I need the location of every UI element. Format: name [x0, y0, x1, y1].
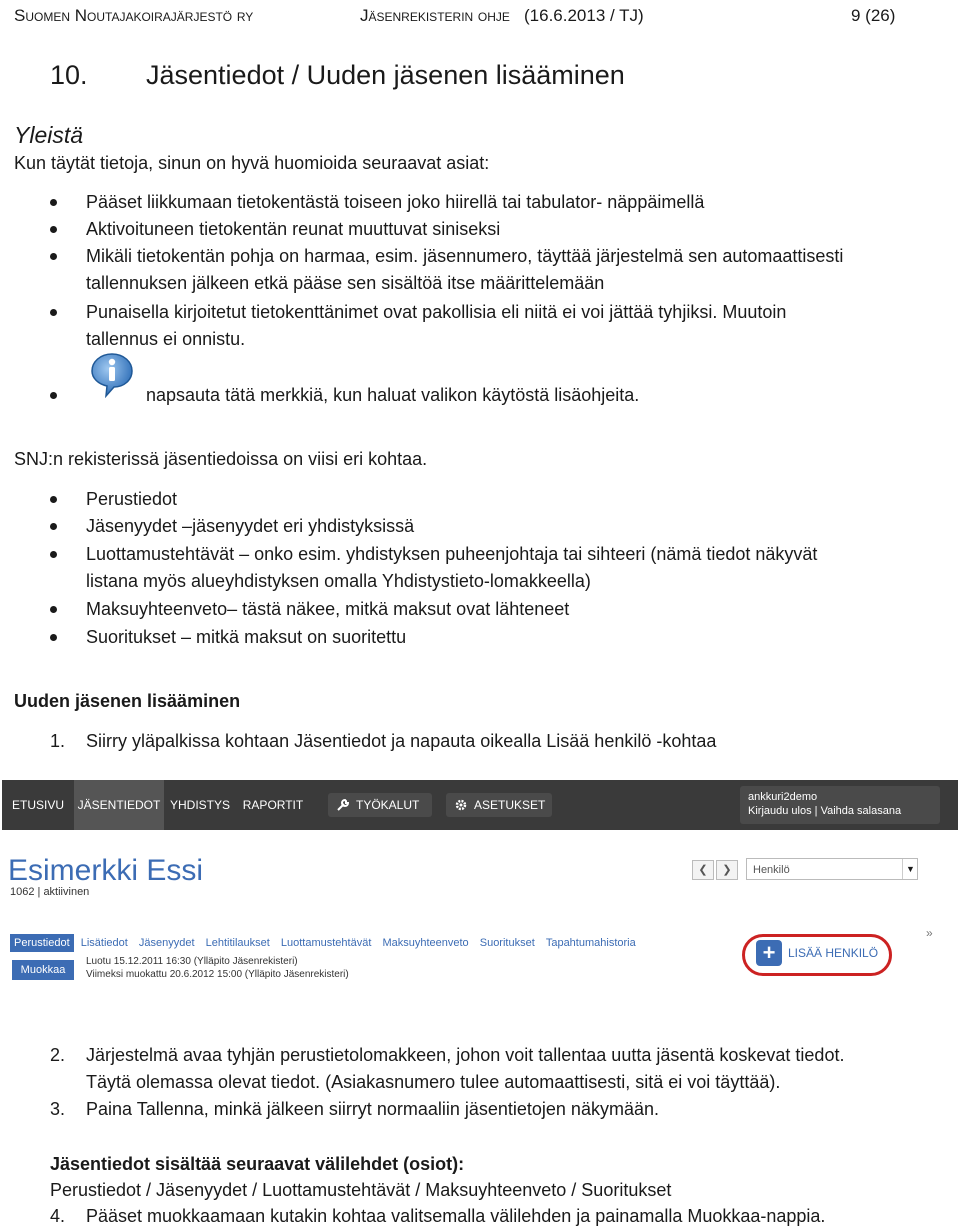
- register-item-3-cont: listana myös alueyhdistyksen omalla Yhdistystieto-lomakkeella): [86, 571, 591, 591]
- bullet-dot: [50, 606, 57, 613]
- more-tabs-icon[interactable]: »: [926, 926, 933, 940]
- tab-suoritukset[interactable]: Suoritukset: [479, 937, 535, 949]
- step3-text: Paina Tallenna, minkä jälkeen siirryt normaaliin jäsentietojen näkymään.: [86, 1099, 659, 1119]
- tab-perustiedot[interactable]: Perustiedot: [10, 934, 74, 952]
- bullet-dot: [50, 392, 57, 399]
- general-bullet-4-cont: tallennus ei onnistu.: [86, 329, 246, 349]
- register-item-4: Maksuyhteenveto– tästä näkee, mitkä maksut ovat lähteneet: [86, 599, 570, 619]
- step3-number: 3.: [50, 1099, 66, 1119]
- edit-button[interactable]: Muokkaa: [12, 960, 74, 980]
- tabs-heading: Jäsentiedot sisältää seuraavat välilehdet (osiot):: [50, 1154, 465, 1174]
- bullet-dot: [50, 309, 57, 316]
- step2-text-cont: Täytä olemassa olevat tiedot. (Asiakasnumero tulee automaattisesti, sitä ei voi täyttää).: [86, 1072, 781, 1092]
- header-doc: Jäsenrekisterin ohje: [360, 6, 510, 25]
- plus-icon[interactable]: +: [756, 940, 782, 966]
- bullet-dot: [50, 523, 57, 530]
- person-name: Esimerkki Essi: [8, 854, 204, 887]
- register-item-2: Jäsenyydet –jäsenyydet eri yhdistyksissä: [86, 516, 415, 536]
- step1-number: 1.: [50, 731, 66, 751]
- general-bullet-2: Aktivoituneen tietokentän reunat muuttuvat siniseksi: [86, 219, 501, 239]
- created-info: Luotu 15.12.2011 16:30 (Ylläpito Jäsenrekisteri): [86, 956, 298, 967]
- prev-button[interactable]: ❮: [692, 860, 714, 880]
- general-bullet-3-cont: tallennuksen jälkeen etkä pääse sen sisältöä itse määrittelemään: [86, 273, 605, 293]
- tab-jasenyydet[interactable]: Jäsenyydet: [138, 937, 195, 949]
- register-item-3: Luottamustehtävät – onko esim. yhdistyksen puheenjohtaja tai sihteeri (nämä tiedot näkyvät: [86, 544, 818, 564]
- general-heading: Yleistä: [14, 122, 84, 148]
- tab-lisatiedot[interactable]: Lisätiedot: [80, 937, 128, 949]
- next-button[interactable]: ❯: [716, 860, 738, 880]
- section-title: [50, 60, 625, 91]
- nav-jasentiedot[interactable]: JÄSENTIEDOT: [74, 780, 164, 830]
- section-title-text: Jäsentiedot / Uuden jäsenen lisääminen: [146, 60, 625, 90]
- tools-label: TYÖKALUT: [356, 798, 420, 812]
- tab-maksuyhteenveto[interactable]: Maksuyhteenveto: [382, 937, 469, 949]
- chevron-down-icon[interactable]: ▼: [902, 859, 918, 879]
- user-name: ankkuri2demo: [748, 791, 818, 803]
- bullet-dot: [50, 226, 57, 233]
- tab-tapahtumahistoria[interactable]: Tapahtumahistoria: [545, 937, 636, 949]
- step2-number: 2.: [50, 1045, 66, 1065]
- step4-number: 4.: [50, 1206, 66, 1226]
- bullet-dot: [50, 253, 57, 260]
- modified-info: Viimeksi muokattu 20.6.2012 15:00 (Ylläpito Jäsenrekisteri): [86, 969, 349, 980]
- record-meta: [86, 955, 349, 981]
- nav-raportit[interactable]: RAPORTIT: [242, 798, 304, 812]
- bullet-dot: [50, 496, 57, 503]
- info-icon: [88, 350, 136, 398]
- tab-luottamustehtavat[interactable]: Luottamustehtävät: [280, 937, 372, 949]
- step1-text: Siirry yläpalkissa kohtaan Jäsentiedot ja napauta oikealla Lisää henkilö -kohtaa: [86, 731, 717, 751]
- header-page: 9 (26): [851, 6, 896, 25]
- bullet-dot: [50, 634, 57, 641]
- add-person-button[interactable]: LISÄÄ HENKILÖ: [788, 946, 879, 960]
- register-intro: SNJ:n rekisterissä jäsentiedoissa on viisi eri kohtaa.: [14, 449, 428, 469]
- tab-lehtitilaukset[interactable]: Lehtitilaukset: [205, 937, 270, 949]
- section-number: 10.: [50, 60, 88, 90]
- register-item-1: Perustiedot: [86, 489, 178, 509]
- user-links[interactable]: Kirjaudu ulos | Vaihda salasana: [748, 805, 902, 817]
- settings-button[interactable]: [446, 793, 552, 817]
- header-version: (16.6.2013 / TJ): [524, 6, 644, 25]
- bullet-dot: [50, 199, 57, 206]
- user-box: [740, 786, 940, 824]
- tabs-list: Perustiedot / Jäsenyydet / Luottamustehtävät / Maksuyhteenveto / Suoritukset: [50, 1180, 672, 1200]
- general-bullet-3: Mikäli tietokentän pohja on harmaa, esim. jäsennumero, täyttää järjestelmä sen automaattisesti: [86, 246, 844, 266]
- general-bullet-5: napsauta tätä merkkiä, kun haluat valikon käytöstä lisäohjeita.: [146, 385, 640, 405]
- step2-text: Järjestelmä avaa tyhjän perustietolomakkeen, johon voit tallentaa uutta jäsentä koskevat tiedot.: [86, 1045, 845, 1065]
- person-status: 1062 | aktiivinen: [10, 886, 90, 898]
- nav-etusivu[interactable]: ETUSIVU: [11, 798, 64, 812]
- nav-yhdistys[interactable]: YHDISTYS: [169, 798, 230, 812]
- general-intro: Kun täytät tietoja, sinun on hyvä huomioida seuraavat asiat:: [14, 153, 490, 173]
- wrench-icon: [336, 798, 350, 812]
- header-org: Suomen Noutajakoirajärjestö ry: [14, 6, 254, 25]
- new-member-heading: Uuden jäsenen lisääminen: [14, 691, 241, 711]
- tools-button[interactable]: [328, 793, 432, 817]
- general-bullet-4: Punaisella kirjoitetut tietokenttänimet ovat pakollisia eli niitä ei voi jättää tyhjiksi. Muutoin: [86, 302, 787, 322]
- settings-label: ASETUKSET: [474, 798, 546, 812]
- step4-text: Pääset muokkaamaan kutakin kohtaa valitsemalla välilehden ja painamalla Muokkaa-nappia.: [86, 1206, 826, 1226]
- bullet-dot: [50, 551, 57, 558]
- gear-icon: [454, 798, 468, 812]
- search-type-select[interactable]: Henkilö: [746, 858, 918, 880]
- general-bullet-1: Pääset liikkumaan tietokentästä toiseen joko hiirellä tai tabulator- näppäimellä: [86, 192, 705, 212]
- app-screenshot: [2, 780, 958, 1020]
- register-item-5: Suoritukset – mitkä maksut on suoritettu: [86, 627, 407, 647]
- member-tabs: [10, 934, 640, 954]
